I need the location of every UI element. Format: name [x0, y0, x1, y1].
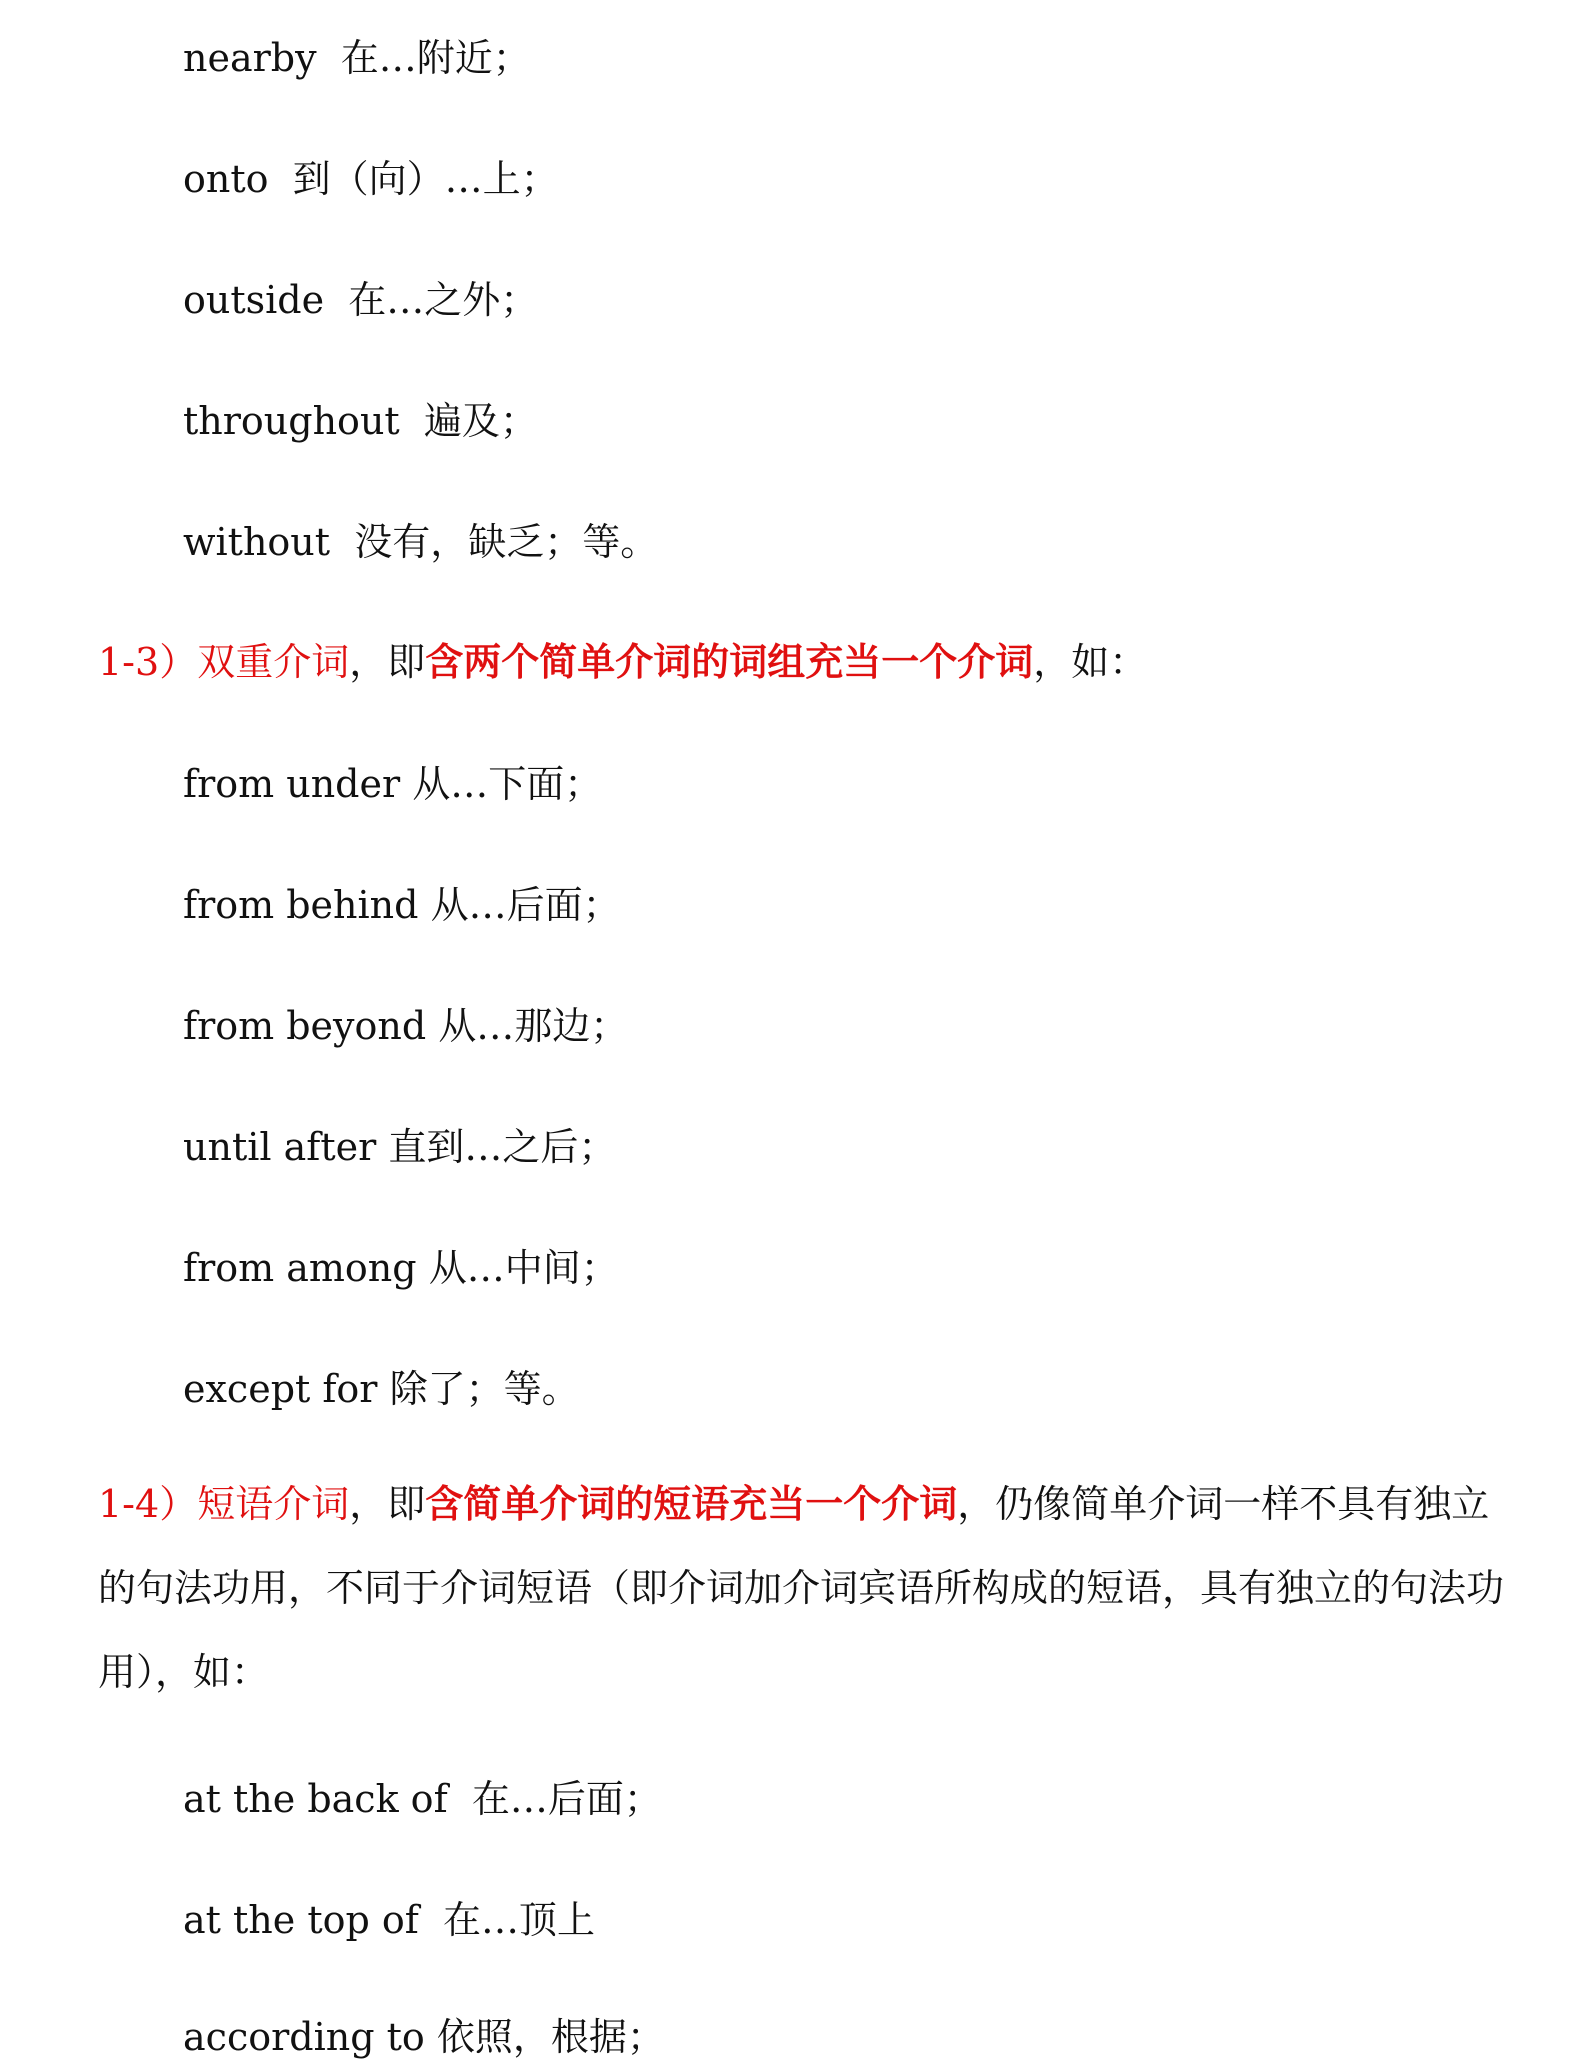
list-item — [183, 1002, 628, 1050]
term: at the back of — [183, 1777, 448, 1821]
list-item — [183, 1244, 619, 1292]
list-item — [183, 518, 658, 566]
heading-suffix: ，如： — [1033, 640, 1148, 684]
heading-label: 1-3）双重介词 — [98, 640, 350, 684]
list-item — [183, 1896, 595, 1944]
meaning: 从…后面； — [430, 883, 621, 927]
list-item — [183, 34, 531, 82]
meaning: 依照，根据； — [436, 2015, 665, 2059]
list-item — [183, 760, 602, 808]
list-item — [183, 155, 559, 203]
term: without — [183, 520, 331, 564]
meaning: 从…下面； — [412, 762, 603, 806]
meaning: 在…顶上 — [442, 1898, 595, 1942]
heading-emphasis: 含两个简单介词的词组充当一个介词 — [425, 639, 1034, 684]
heading-label: 1-4）短语介词 — [98, 1482, 350, 1526]
term: outside — [183, 278, 325, 322]
list-item — [183, 1123, 616, 1171]
term: until after — [183, 1125, 377, 1169]
heading-rest: ，仍像简单介词一样不具有独立的句法功用，不同于介词短语（即介词加介词宾语所构成的短语，具有独立的句法功用），如： — [98, 1482, 1505, 1694]
meaning: 从…中间； — [428, 1246, 619, 1290]
section-heading-1-4 — [98, 1462, 1518, 1714]
term: at the top of — [183, 1898, 419, 1942]
section-heading-1-3 — [98, 638, 1147, 686]
term: throughout — [183, 399, 400, 443]
list-item — [183, 1365, 580, 1413]
term: from among — [183, 1246, 417, 1290]
heading-connector: ，即 — [349, 1482, 426, 1526]
term: from behind — [183, 883, 419, 927]
term: from beyond — [183, 1004, 427, 1048]
meaning: 在…附近； — [340, 36, 531, 80]
meaning: 遍及； — [423, 399, 538, 443]
meaning: 在…后面； — [471, 1777, 662, 1821]
meaning: 在…之外； — [348, 278, 539, 322]
list-item — [183, 2013, 665, 2061]
meaning: 除了；等。 — [389, 1367, 580, 1411]
list-item — [183, 276, 538, 324]
meaning: 到（向）…上； — [292, 157, 559, 201]
meaning: 直到…之后； — [388, 1125, 617, 1169]
term: except for — [183, 1367, 378, 1411]
list-item — [183, 881, 621, 929]
list-item — [183, 397, 538, 445]
term: from under — [183, 762, 401, 806]
heading-emphasis: 含简单介词的短语充当一个介词 — [425, 1481, 958, 1526]
term: according to — [183, 2015, 425, 2059]
list-item — [183, 1775, 662, 1823]
meaning: 没有，缺乏；等。 — [354, 520, 659, 564]
term: nearby — [183, 36, 317, 80]
term: onto — [183, 157, 269, 201]
meaning: 从…那边； — [438, 1004, 629, 1048]
heading-connector: ，即 — [349, 640, 426, 684]
